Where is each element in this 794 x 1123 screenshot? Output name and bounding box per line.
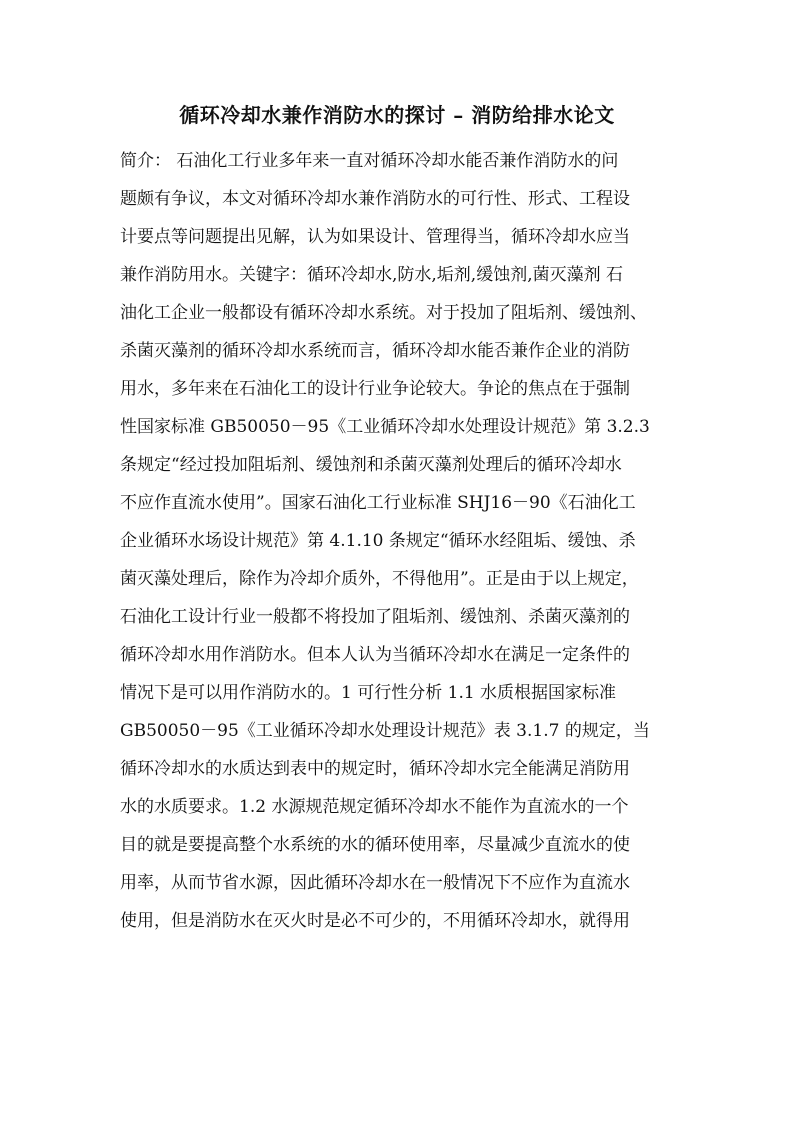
body-line: 用率，从而节省水源，因此循环冷却水在一般情况下不应作为直流水: [120, 873, 630, 893]
body-line: 条规定“经过投加阻垢剂、缓蚀剂和杀菌灭藻剂处理后的循环冷却水: [120, 455, 622, 475]
body-line: 油化工企业一般都设有循环冷却水系统。对于投加了阻垢剂、缓蚀剂、: [120, 303, 647, 323]
body-line: 兼作消防用水。关键字：循环冷却水,防水,垢剂,缓蚀剂,菌灭藻剂 石: [120, 265, 624, 285]
body-line: 杀菌灭藻剂的循环冷却水系统而言，循环冷却水能否兼作企业的消防: [120, 341, 630, 361]
body-line: 石油化工设计行业一般都不将投加了阻垢剂、缓蚀剂、杀菌灭藻剂的: [120, 607, 630, 627]
body-line: 循环冷却水的水质达到表中的规定时，循环冷却水完全能满足消防用: [120, 759, 630, 779]
body-line: GB50050－95《工业循环冷却水处理设计规范》表 3.1.7 的规定，当: [120, 721, 650, 741]
document-body: [120, 142, 680, 940]
body-line: 情况下是可以用作消防水的。1 可行性分析 1.1 水质根据国家标准: [120, 683, 617, 703]
body-line: 目的就是要提高整个水系统的水的循环使用率，尽量减少直流水的使: [120, 835, 630, 855]
body-line: 不应作直流水使用”。国家石油化工行业标准 SHJ16－90《石油化工: [120, 493, 636, 513]
body-line: 简介： 石油化工行业多年来一直对循环冷却水能否兼作消防水的问: [120, 151, 619, 171]
body-line: 性国家标准 GB50050－95《工业循环冷却水处理设计规范》第 3.2.3: [120, 417, 650, 437]
body-line: 循环冷却水用作消防水。但本人认为当循环冷却水在满足一定条件的: [120, 645, 630, 665]
body-line: 菌灭藻处理后，除作为冷却介质外，不得他用”。正是由于以上规定，: [120, 569, 639, 589]
body-line: 水的水质要求。1.2 水源规范规定循环冷却水不能作为直流水的一个: [120, 797, 629, 817]
body-line: 企业循环水场设计规范》第 4.1.10 条规定“循环水经阻垢、缓蚀、杀: [120, 531, 636, 551]
body-line: 题颇有争议，本文对循环冷却水兼作消防水的可行性、形式、工程设: [120, 189, 630, 209]
body-line: 使用，但是消防水在灭火时是必不可少的，不用循环冷却水，就得用: [120, 911, 630, 931]
body-line: 计要点等问题提出见解，认为如果设计、管理得当，循环冷却水应当: [120, 227, 630, 247]
document-title: 循环冷却水兼作消防水的探讨 – 消防给排水论文: [179, 103, 615, 127]
body-line: 用水，多年来在石油化工的设计行业争论较大。争论的焦点在于强制: [120, 379, 630, 399]
